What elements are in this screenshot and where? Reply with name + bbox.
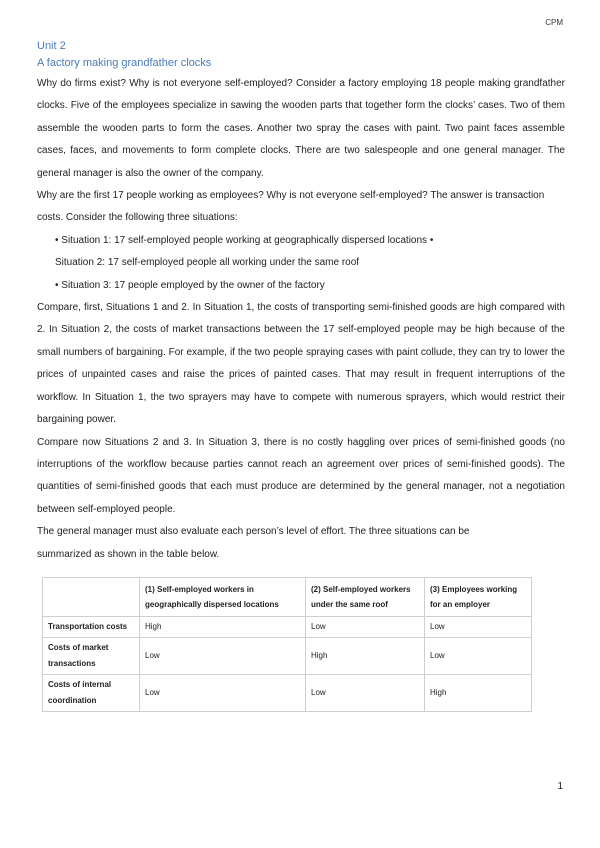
paragraph-question: Why are the first 17 people working as employees? Why is not everyone self-employed? The answer is transaction costs. Consider the following three situations: xyxy=(37,190,545,224)
paragraph-summary: summarized as shown in the table below. xyxy=(37,548,220,560)
table-header-cell: (1) Self-employed workers in geographically dispersed locations xyxy=(140,578,306,617)
page-number: 1 xyxy=(557,781,563,792)
row-label: Transportation costs xyxy=(43,617,140,638)
unit-heading: Unit 2 xyxy=(37,40,66,52)
table-cell: Low xyxy=(306,675,425,712)
table-header-cell: (3) Employees working for an employer xyxy=(425,578,532,617)
page-title: A factory making grandfather clocks xyxy=(37,57,212,69)
paragraph-compare-2-3: Compare now Situations 2 and 3. In Situation 3, there is no costly haggling over prices of semi-finished goods (no interruptions of the workflow because parties cannot reach an agreement over prices of semi-finished goods). The quantities of semi-finished goods that each must produce are determined by the general manager, not a negotiation between self-employed people. xyxy=(37,436,565,515)
table-cell: High xyxy=(306,638,425,675)
situation-2: Situation 2: 17 self-employed people all working under the same roof xyxy=(55,257,360,269)
row-label: Costs of market transactions xyxy=(43,638,140,675)
row-label: Costs of internal coordination xyxy=(43,675,140,712)
table-row xyxy=(43,675,532,712)
table-cell: High xyxy=(140,617,306,638)
table-row xyxy=(43,617,532,638)
table-header-cell: (2) Self-employed workers under the same roof xyxy=(306,578,425,617)
table-header-row xyxy=(43,578,532,617)
paragraph-intro: Why do firms exist? Why is not everyone self-employed? Consider a factory employing 18 people making grandfather clocks. Five of the employees specialize in sawing the wooden parts that together form the clocks’ cases. Two of them assemble the wooden parts to form the cases. Another two spray the cases with paint. Two paint faces assemble cases, faces, and movements to form complete clocks. There are two salespeople and one general manager. The general manager is also the owner of the company. xyxy=(37,78,565,179)
table-cell: Low xyxy=(425,638,532,675)
paragraph-effort: The general manager must also evaluate each person’s level of effort. The three situations can be xyxy=(37,526,470,538)
situation-1: • Situation 1: 17 self-employed people working at geographically dispersed locations • xyxy=(55,234,434,246)
table-row xyxy=(43,638,532,675)
table-cell: Low xyxy=(425,617,532,638)
header-label: CPM xyxy=(545,18,563,27)
table-header-cell xyxy=(43,578,140,617)
table-cell: Low xyxy=(140,638,306,675)
comparison-table xyxy=(42,577,532,712)
paragraph-compare-1-2: Compare, first, Situations 1 and 2. In Situation 1, the costs of transporting semi-finished goods are high compared with 2. In Situation 2, the costs of market transactions between the 17 self-employed people may be high because of the small numbers of bargaining. For example, if the two people spraying cases with paint collude, they can try to lower the prices of unpainted cases and raise the prices of painted cases. That may result in frequent interruptions of the workflow. In Situation 1, the two sprayers may have to compete with numerous sprayers, which would restrict their bargaining power. xyxy=(37,302,565,426)
table-cell: Low xyxy=(140,675,306,712)
table-cell: Low xyxy=(306,617,425,638)
document-body xyxy=(37,73,565,566)
situation-3: • Situation 3: 17 people employed by the owner of the factory xyxy=(55,279,325,291)
table-cell: High xyxy=(425,675,532,712)
